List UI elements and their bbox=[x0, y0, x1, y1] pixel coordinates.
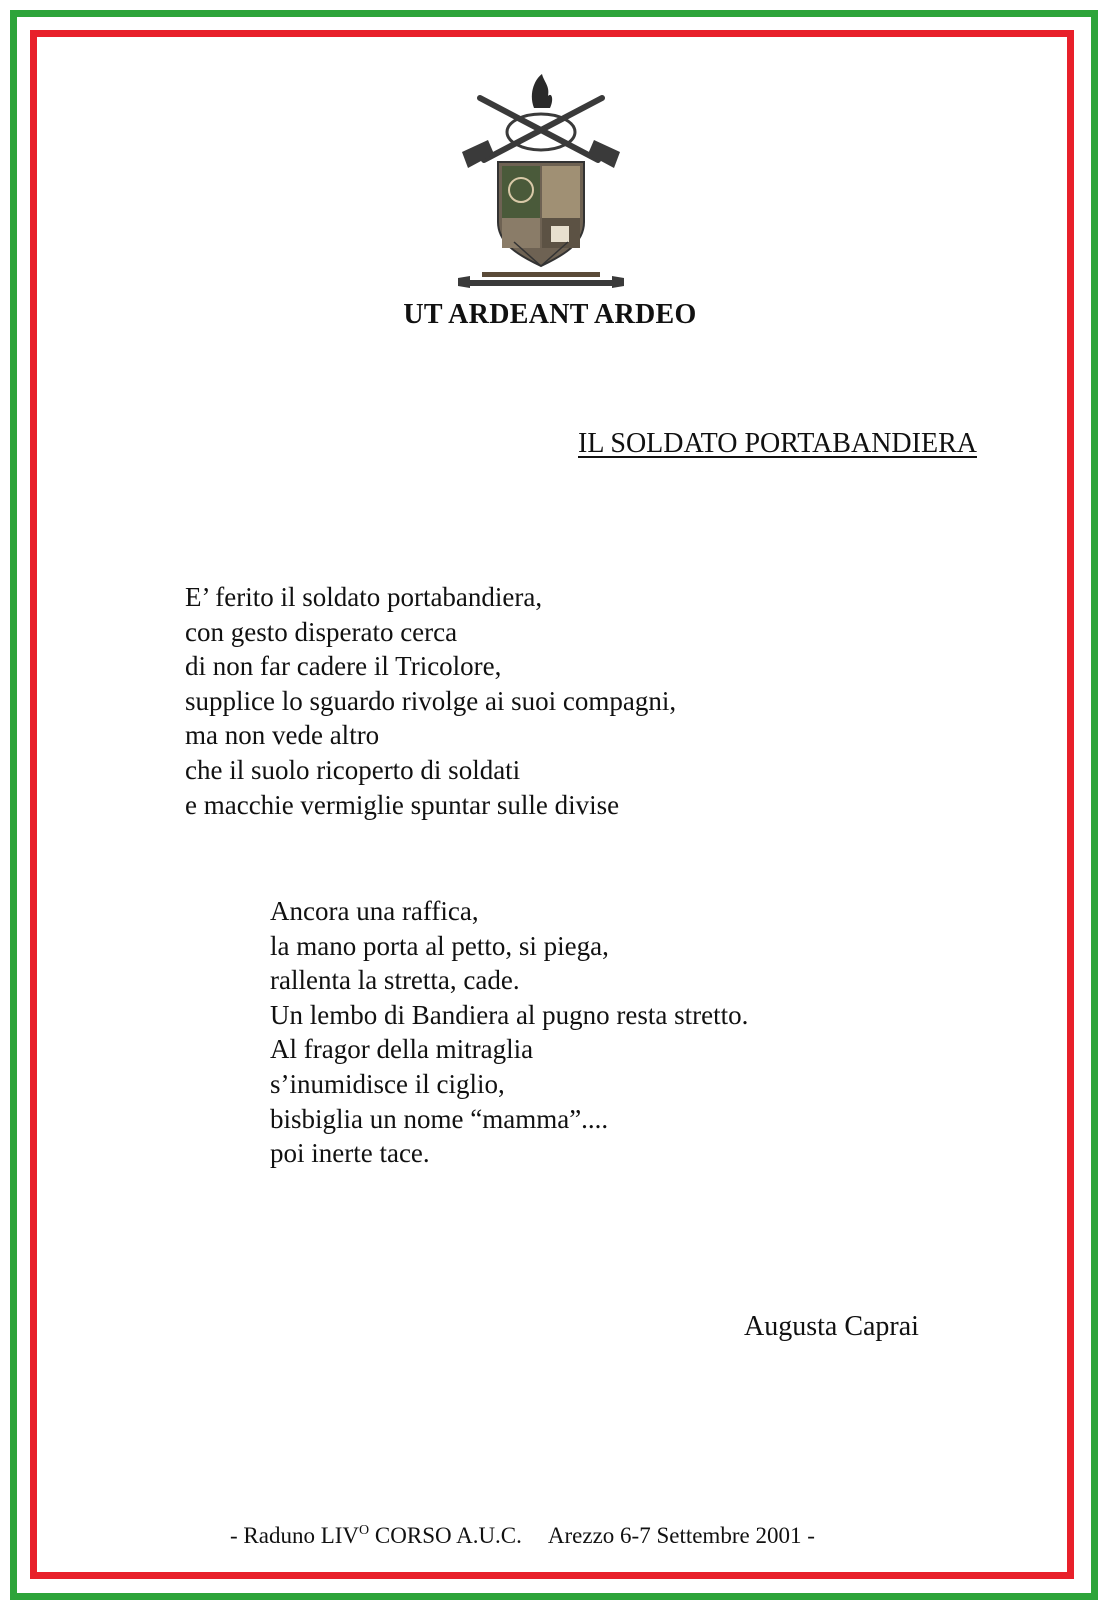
poem-line: bisbiglia un nome “mamma”.... bbox=[270, 1103, 609, 1134]
poem-stanza-2 bbox=[270, 894, 748, 1171]
poem-author: Augusta Caprai bbox=[744, 1311, 919, 1342]
poem-line: supplice lo sguardo rivolge ai suoi compagni, bbox=[185, 685, 677, 716]
poem-line: di non far cadere il Tricolore, bbox=[185, 651, 502, 682]
poem-line: poi inerte tace. bbox=[270, 1138, 430, 1169]
footer-course: CORSO A.U.C. bbox=[374, 1523, 522, 1548]
regimental-crest-icon bbox=[458, 72, 624, 292]
poem-line: e macchie vermiglie spuntar sulle divise bbox=[185, 789, 620, 820]
footer-place-date: Arezzo 6-7 Settembre 2001 - bbox=[547, 1523, 815, 1548]
event-footer bbox=[230, 1523, 815, 1549]
poem-line: Un lembo di Bandiera al pugno resta stretto. bbox=[270, 999, 749, 1030]
footer-ordinal-superscript: O bbox=[359, 1523, 370, 1538]
poem-line: che il suolo ricoperto di soldati bbox=[185, 754, 521, 785]
poem-line: Ancora una raffica, bbox=[270, 896, 479, 926]
poem-line: ma non vede altro bbox=[185, 720, 380, 751]
poem-stanza-1 bbox=[185, 580, 676, 822]
poem-title: IL SOLDATO PORTABANDIERA bbox=[578, 428, 977, 459]
poem-line: Al fragor della mitraglia bbox=[270, 1034, 534, 1065]
footer-event-prefix: - Raduno LIV bbox=[230, 1523, 360, 1548]
poem-line: s’inumidisce il ciglio, bbox=[270, 1068, 505, 1099]
poem-line: con gesto disperato cerca bbox=[185, 616, 458, 647]
poem-line: E’ ferito il soldato portabandiera, bbox=[185, 582, 543, 612]
poem-line: rallenta la stretta, cade. bbox=[270, 965, 520, 996]
motto-heading: UT ARDEANT ARDEO bbox=[403, 299, 697, 330]
poem-line: la mano porta al petto, si piega, bbox=[270, 930, 609, 961]
